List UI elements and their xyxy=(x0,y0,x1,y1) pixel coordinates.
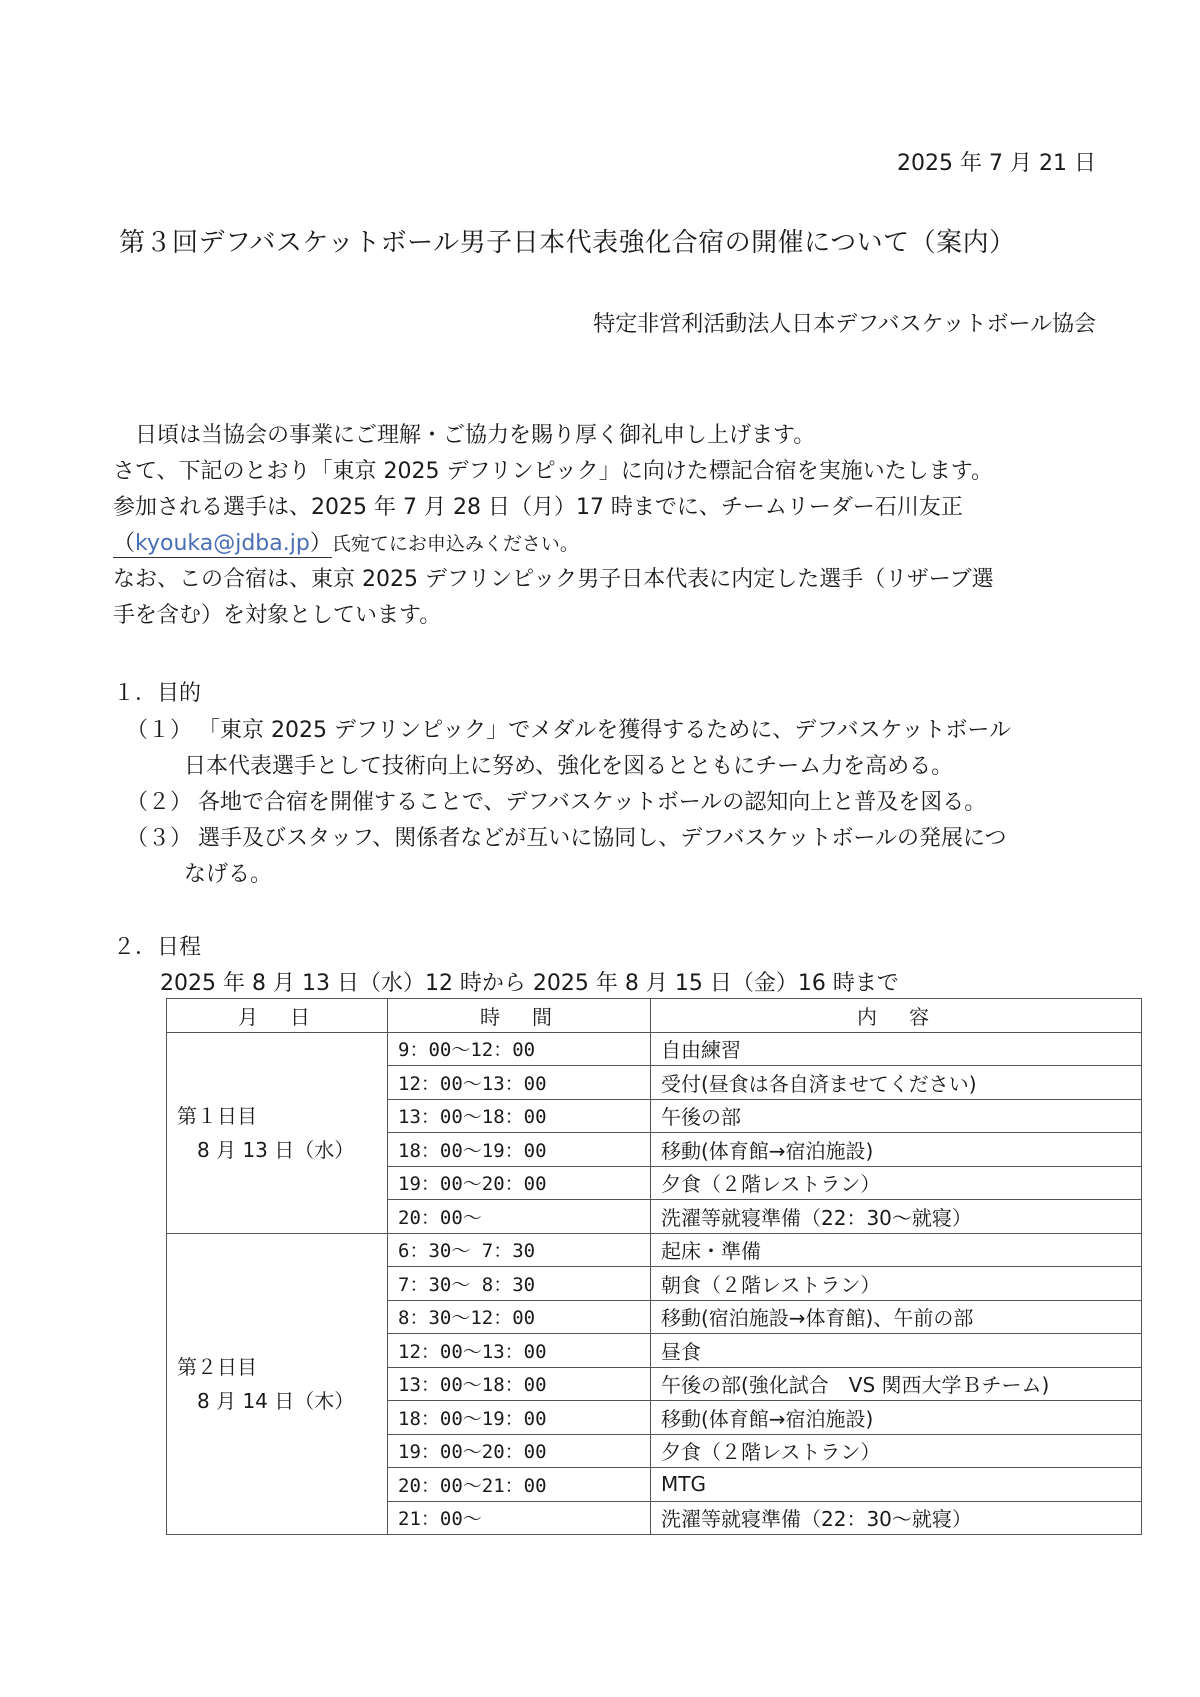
email-underline xyxy=(113,531,332,558)
content-cell: 起床・準備 xyxy=(651,1233,1142,1267)
purpose-item-2-line-1: 各地で合宿を開催することで、デフバスケットボールの認知向上と普及を図る。 xyxy=(198,790,987,815)
content-cell: 午後の部 xyxy=(651,1099,1142,1133)
day-1-cell xyxy=(167,1032,388,1233)
time-cell: 19：00～20：00 xyxy=(388,1166,651,1200)
document-date: 2025 年 7 月 21 日 xyxy=(897,151,1096,176)
intro-line-2: さて、下記のとおり「東京 2025 デフリンピック」に向けた標記合宿を実施いたします。 xyxy=(113,459,994,484)
header-date: 月 日 xyxy=(167,999,388,1033)
intro-line-5: なお、この合宿は、東京 2025 デフリンピック男子日本代表に内定した選手（リザーブ選 xyxy=(113,567,994,592)
content-cell: 昼食 xyxy=(651,1334,1142,1368)
schedule-table xyxy=(166,998,1142,1535)
purpose-item-2-num: （２） xyxy=(126,790,193,815)
intro-line-4-rest: 氏宛てにお申込みください。 xyxy=(331,533,579,555)
time-cell: 20：00～21：00 xyxy=(388,1468,651,1502)
document-title: 第３回デフバスケットボール男子日本代表強化合宿の開催について（案内） xyxy=(119,228,1016,258)
content-cell: 夕食（２階レストラン） xyxy=(651,1166,1142,1200)
purpose-item-1-line-2: 日本代表選手として技術向上に努め、強化を図るとともにチーム力を高める。 xyxy=(184,754,954,779)
table-row xyxy=(167,1233,1142,1267)
content-cell: 移動(体育館→宿泊施設) xyxy=(651,1133,1142,1167)
time-cell: 21：00～ xyxy=(388,1501,651,1535)
time-cell: 13：00～18：00 xyxy=(388,1099,651,1133)
content-cell: 移動(体育館→宿泊施設) xyxy=(651,1401,1142,1435)
time-cell: 6：30～ 7：30 xyxy=(388,1233,651,1267)
header-content: 内 容 xyxy=(651,999,1142,1033)
paren-open: （ xyxy=(113,531,136,556)
intro-line-4 xyxy=(113,526,579,562)
content-cell: 自由練習 xyxy=(651,1032,1142,1066)
table-header-row xyxy=(167,999,1142,1033)
time-cell: 18：00～19：00 xyxy=(388,1401,651,1435)
intro-line-3: 参加される選手は、2025 年 7 月 28 日（月）17 時までに、チームリーダー石川友正 xyxy=(113,495,963,520)
time-cell: 18：00～19：00 xyxy=(388,1133,651,1167)
email-link[interactable]: kyouka@jdba.jp xyxy=(135,531,310,556)
time-cell: 12：00～13：00 xyxy=(388,1334,651,1368)
purpose-item-3-line-2: なげる。 xyxy=(184,862,273,887)
intro-line-6: 手を含む）を対象としています。 xyxy=(113,603,442,628)
content-cell: 朝食（２階レストラン） xyxy=(651,1267,1142,1301)
purpose-item-1-num: （１） xyxy=(126,718,193,743)
intro-line-1: 日頃は当協会の事業にご理解・ご協力を賜り厚く御礼申し上げます。 xyxy=(135,423,816,448)
content-cell: 午後の部(強化試合 VS 関西大学Ｂチーム) xyxy=(651,1367,1142,1401)
content-cell: 洗濯等就寝準備（22：30～就寝） xyxy=(651,1501,1142,1535)
purpose-item-3-num: （３） xyxy=(126,826,193,851)
day-2-cell xyxy=(167,1233,388,1535)
content-cell: 洗濯等就寝準備（22：30～就寝） xyxy=(651,1200,1142,1234)
paren-close: ） xyxy=(309,531,332,556)
section-2-heading: ２．日程 xyxy=(113,935,202,960)
day-2-date: 8 月 14 日（木） xyxy=(197,1388,355,1413)
content-cell: 移動(宿泊施設→体育館)、午前の部 xyxy=(651,1300,1142,1334)
content-cell: 夕食（２階レストラン） xyxy=(651,1434,1142,1468)
time-cell: 13：00～18：00 xyxy=(388,1367,651,1401)
time-cell: 9：00～12：00 xyxy=(388,1032,651,1066)
time-cell: 8：30～12：00 xyxy=(388,1300,651,1334)
content-cell: 受付(昼食は各自済ませてください) xyxy=(651,1066,1142,1100)
content-cell: MTG xyxy=(651,1468,1142,1502)
section-1-heading: １．目的 xyxy=(113,681,202,706)
day-1-date: 8 月 13 日（水） xyxy=(197,1137,355,1162)
day-2-label: 第２日目 xyxy=(177,1354,257,1379)
time-cell: 7：30～ 8：30 xyxy=(388,1267,651,1301)
purpose-item-3-line-1: 選手及びスタッフ、関係者などが互いに協同し、デフバスケットボールの発展につ xyxy=(198,826,1007,851)
header-time: 時 間 xyxy=(388,999,651,1033)
purpose-item-1-line-1: 「東京 2025 デフリンピック」でメダルを獲得するために、デフバスケットボール xyxy=(198,718,1011,743)
time-cell: 12：00～13：00 xyxy=(388,1066,651,1100)
time-cell: 20：00～ xyxy=(388,1200,651,1234)
organization-name: 特定非営利活動法人日本デフバスケットボール協会 xyxy=(593,312,1096,337)
table-row xyxy=(167,1032,1142,1066)
schedule-period: 2025 年 8 月 13 日（水）12 時から 2025 年 8 月 15 日（金）16 時まで xyxy=(160,971,899,996)
day-1-label: 第１日目 xyxy=(177,1103,257,1128)
time-cell: 19：00～20：00 xyxy=(388,1434,651,1468)
